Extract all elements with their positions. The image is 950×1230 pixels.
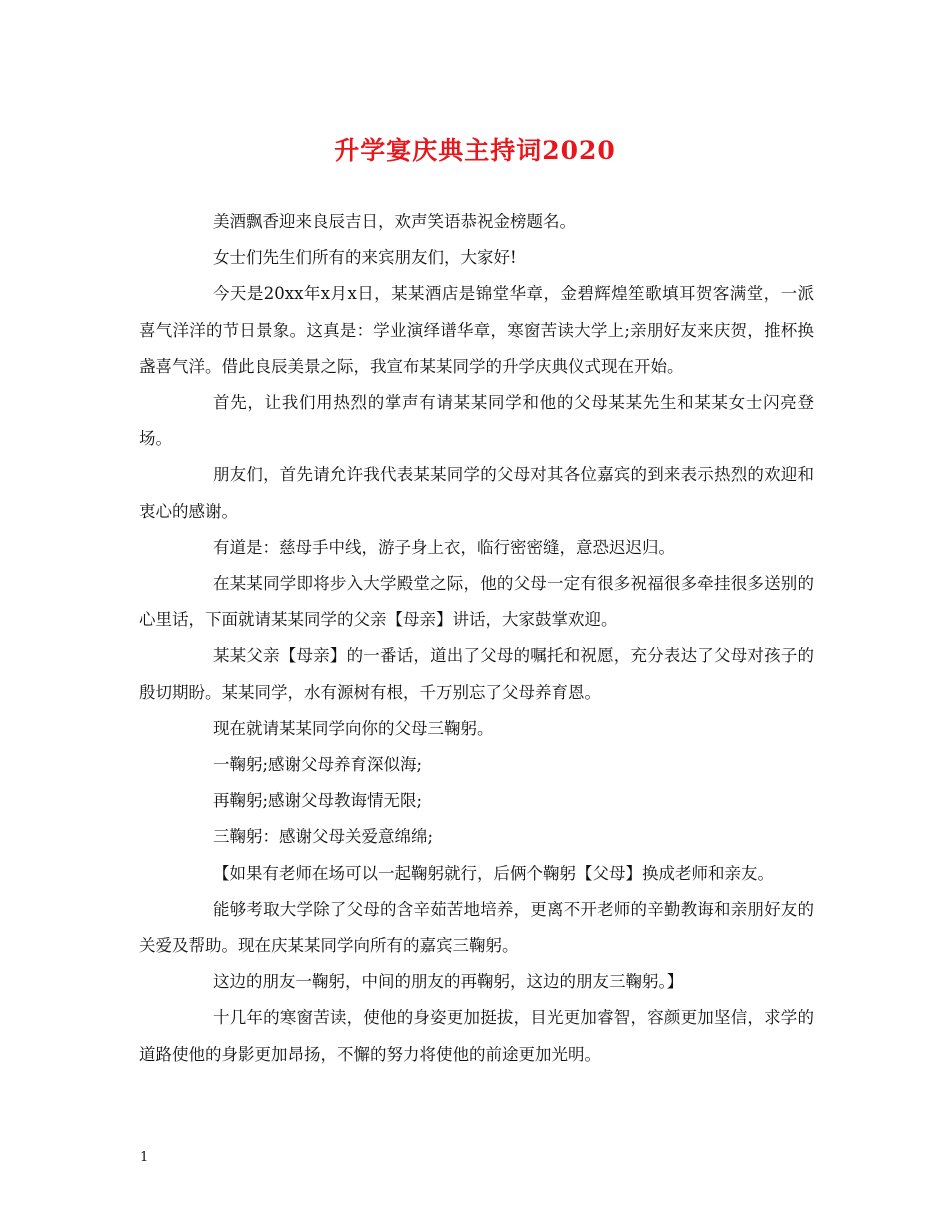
paragraph: 某某父亲【母亲】的一番话，道出了父母的嘱托和祝愿，充分表达了父母对孩子的殷切期盼。某某同学，水有源树有根，千万别忘了父母养育恩。 [139, 646, 814, 702]
paragraph: 十几年的寒窗苦读，使他的身姿更加挺拔，目光更加睿智，容颜更加坚信，求学的道路使他的身影更加昂扬，不懈的努力将使他的前途更加光明。 [139, 1008, 814, 1064]
paragraph: 今天是20xx年x月x日，某某酒店是锦堂华章，金碧辉煌笙歌填耳贺客满堂，一派喜气洋洋的节日景象。这真是：学业演绎谱华章，寒窗苦读大学上;亲朋好友来庆贺，推杯换盏喜气洋。借此良辰美景之际，我宣布某某同学的升学庆典仪式现在开始。 [139, 284, 814, 376]
paragraph: 【如果有老师在场可以一起鞠躬就行，后俩个鞠躬【父母】换成老师和亲友。 [213, 863, 774, 883]
paragraph: 有道是：慈母手中线，游子身上衣，临行密密缝，意恐迟迟归。 [213, 537, 675, 557]
page-number: 1 [140, 1150, 149, 1165]
paragraph: 女士们先生们所有的来宾朋友们，大家好! [213, 248, 517, 268]
document-body [139, 204, 814, 1073]
paragraph: 能够考取大学除了父母的含辛茹苦地培养，更离不开老师的辛勤教诲和亲朋好友的关爱及帮助。现在庆某某同学向所有的嘉宾三鞠躬。 [139, 899, 814, 956]
paragraph: 这边的朋友一鞠躬，中间的朋友的再鞠躬，这边的朋友三鞠躬。】 [213, 972, 684, 992]
paragraph: 现在就请某某同学向你的父母三鞠躬。 [213, 718, 494, 738]
paragraph: 一鞠躬;感谢父母养育深似海; [213, 755, 423, 775]
paragraph: 美酒飘香迎来良辰吉日，欢声笑语恭祝金榜题名。 [213, 212, 576, 231]
paragraph: 首先，让我们用热烈的掌声有请某某同学和他的父母某某先生和某某女士闪亮登场。 [139, 393, 814, 449]
paragraph: 在某某同学即将步入大学殿堂之际，他的父母一定有很多祝福很多牵挂很多送别的心里话，下面就请某某同学的父亲【母亲】讲话，大家鼓掌欢迎。 [139, 574, 814, 630]
paragraph: 朋友们，首先请允许我代表某某同学的父母对其各位嘉宾的到来表示热烈的欢迎和衷心的感谢。 [139, 465, 814, 521]
paragraph: 三鞠躬：感谢父母关爱意绵绵; [213, 827, 434, 847]
paragraph: 再鞠躬;感谢父母教诲情无限; [213, 791, 423, 811]
page-title: 升学宴庆典主持词2020 [334, 136, 616, 165]
